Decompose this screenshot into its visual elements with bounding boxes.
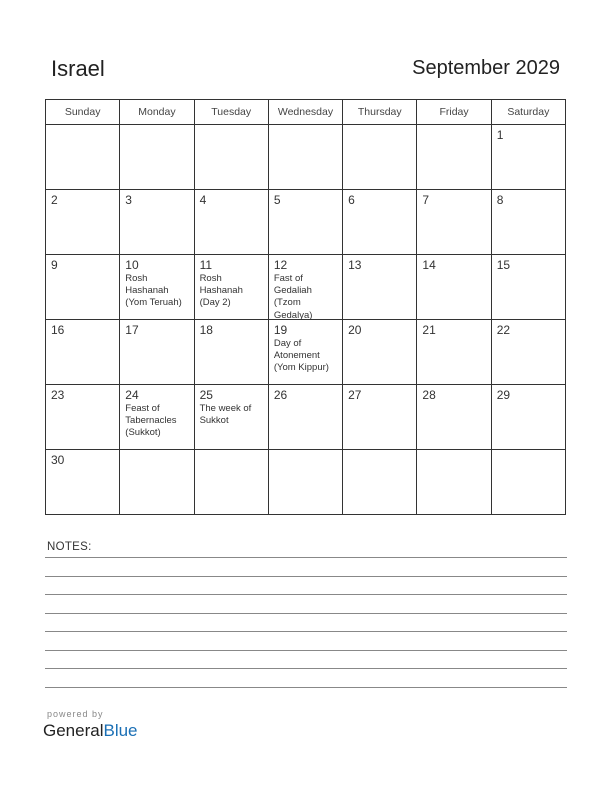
day-number: 13 [348, 258, 362, 272]
holiday-label: Rosh Hashanah (Yom Teruah) [125, 273, 182, 309]
weekday-header: Saturday [491, 100, 565, 125]
day-cell [46, 320, 120, 385]
month-year-title: September 2029 [412, 57, 560, 79]
notes-line [45, 668, 567, 669]
day-number: 26 [273, 388, 288, 402]
country-title: Israel [51, 56, 105, 81]
day-cell [491, 320, 565, 385]
day-number: 8 [496, 193, 504, 207]
day-number: 19 [273, 323, 288, 337]
day-cell [46, 125, 120, 190]
day-cell [343, 190, 417, 255]
day-number: 7 [422, 193, 430, 207]
day-cell [343, 125, 417, 190]
day-cell [268, 320, 342, 385]
day-number: 2 [51, 193, 58, 207]
brand-name-part1: General [43, 721, 104, 740]
day-cell [120, 190, 194, 255]
day-cell [417, 125, 491, 190]
day-number: 27 [348, 388, 362, 402]
day-number: 20 [348, 323, 362, 337]
day-cell [491, 450, 565, 515]
day-cell [417, 320, 491, 385]
day-number: 15 [496, 258, 511, 272]
holiday-label: Day of Atonement (Yom Kippur) [273, 338, 329, 374]
notes-label: NOTES: [47, 541, 92, 553]
notes-line [45, 594, 567, 595]
day-number: 18 [199, 323, 213, 337]
calendar-grid [45, 99, 566, 515]
weekday-header: Tuesday [194, 100, 268, 125]
weekday-header: Thursday [343, 100, 417, 125]
day-cell [194, 190, 268, 255]
day-cell [268, 385, 342, 450]
day-number: 29 [496, 388, 511, 402]
day-cell [417, 450, 491, 515]
day-cell [491, 385, 565, 450]
day-cell [343, 320, 417, 385]
day-number: 16 [51, 323, 65, 337]
holiday-label: Feast of Tabernacles (Sukkot) [125, 403, 177, 439]
week-row [46, 385, 566, 450]
day-number: 17 [125, 323, 139, 337]
day-cell [120, 450, 194, 515]
day-cell [343, 450, 417, 515]
day-number: 30 [51, 453, 65, 467]
holiday-label: Fast of Gedaliah (Tzom Gedalya) [273, 273, 313, 319]
notes-line [45, 576, 567, 577]
day-number: 21 [422, 323, 436, 337]
day-cell [120, 255, 194, 320]
brand-name-part2: Blue [103, 721, 138, 740]
day-cell [343, 255, 417, 320]
day-cell [417, 190, 491, 255]
holiday-label: The week of Sukkot [199, 403, 252, 427]
notes-line [45, 613, 567, 614]
powered-by-text: powered by [47, 709, 104, 719]
day-cell [46, 190, 120, 255]
day-cell [417, 385, 491, 450]
day-number: 10 [125, 258, 139, 272]
weekday-header: Monday [120, 100, 194, 125]
day-cell [194, 320, 268, 385]
day-number: 14 [422, 258, 436, 272]
notes-line [45, 687, 567, 688]
day-cell [268, 255, 342, 320]
day-cell [343, 385, 417, 450]
day-cell [194, 450, 268, 515]
day-number: 11 [199, 258, 213, 272]
day-number: 9 [51, 258, 58, 272]
day-number: 28 [422, 388, 436, 402]
weekday-header: Sunday [46, 100, 120, 125]
day-cell [268, 190, 342, 255]
week-row [46, 320, 566, 385]
day-cell [46, 255, 120, 320]
day-number: 23 [51, 388, 65, 402]
day-number: 3 [125, 193, 132, 207]
day-cell [268, 125, 342, 190]
day-number: 12 [273, 258, 288, 272]
day-cell [46, 450, 120, 515]
day-number: 24 [125, 388, 139, 402]
weekday-header-row [46, 100, 566, 125]
day-cell [491, 125, 565, 190]
weekday-header: Wednesday [268, 100, 342, 125]
day-cell [120, 125, 194, 190]
week-row [46, 450, 566, 515]
week-row [46, 125, 566, 190]
day-cell [417, 255, 491, 320]
week-row [46, 190, 566, 255]
day-number: 4 [199, 193, 207, 207]
day-cell [194, 385, 268, 450]
day-cell [491, 255, 565, 320]
weekday-header: Friday [417, 100, 491, 125]
week-row [46, 255, 566, 320]
notes-line [45, 557, 567, 558]
day-number: 25 [199, 388, 213, 402]
day-number: 5 [273, 193, 281, 207]
notes-line [45, 631, 567, 632]
day-cell [194, 255, 268, 320]
day-number: 6 [348, 193, 355, 207]
notes-line [45, 650, 567, 651]
day-number: 22 [496, 323, 511, 337]
day-cell [194, 125, 268, 190]
day-cell [46, 385, 120, 450]
holiday-label: Rosh Hashanah (Day 2) [199, 273, 243, 309]
brand-logo [43, 721, 138, 741]
day-cell [491, 190, 565, 255]
day-cell [120, 385, 194, 450]
day-cell [268, 450, 342, 515]
day-cell [120, 320, 194, 385]
day-number: 1 [496, 128, 504, 142]
